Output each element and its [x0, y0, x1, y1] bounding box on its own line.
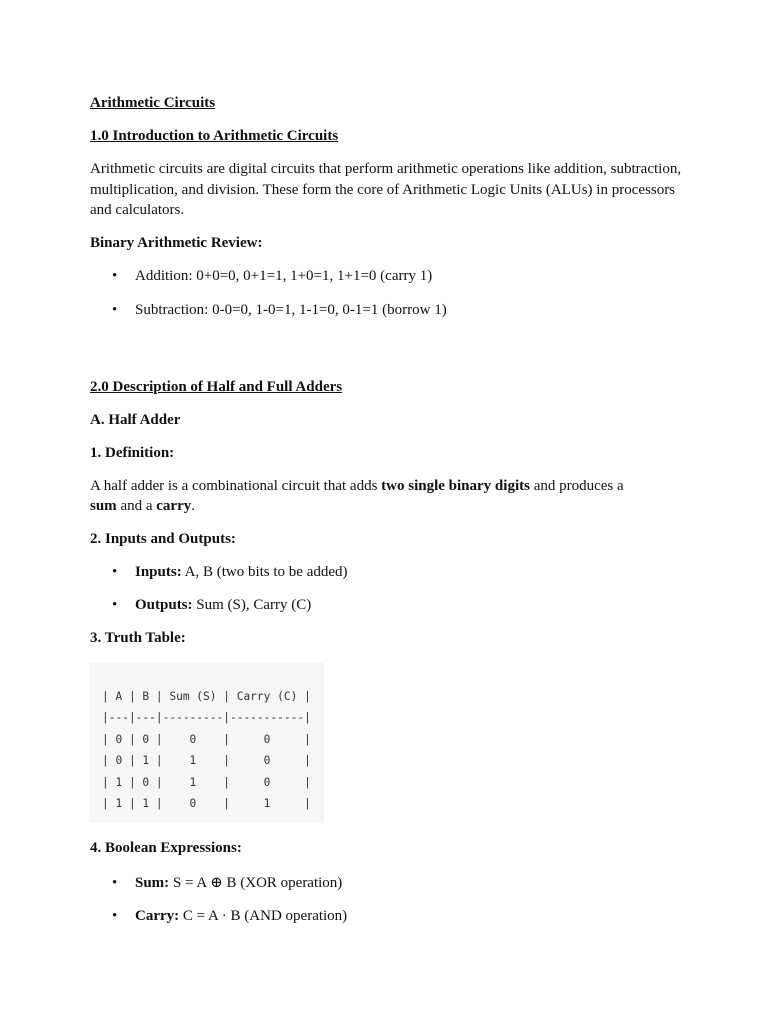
carry-expression: C = A · B (AND operation) — [179, 907, 348, 924]
list-item — [90, 300, 690, 320]
review-item-addition: Addition: 0+0=0, 0+1=1, 1+0=1, 1+1=0 (carry 1) — [135, 267, 433, 284]
bullet-icon: • — [112, 301, 118, 318]
outputs-text: Sum (S), Carry (C) — [192, 596, 312, 613]
bullet-icon: • — [112, 907, 118, 924]
truth-table-row: | 0 | 0 | 0 | 0 | — [102, 732, 311, 746]
truth-table-header-row: | A | B | Sum (S) | Carry (C) | — [102, 689, 311, 703]
list-item — [90, 266, 690, 286]
list-item — [90, 906, 690, 926]
carry-label: Carry: — [135, 907, 180, 924]
binary-review-heading: Binary Arithmetic Review: — [90, 234, 263, 251]
half-adder-heading: A. Half Adder — [90, 411, 181, 428]
inputs-outputs-heading: 2. Inputs and Outputs: — [90, 530, 236, 547]
truth-table-row: | 1 | 1 | 0 | 1 | — [102, 797, 311, 810]
definition-text: and produces a — [529, 477, 624, 494]
definition-text: . — [191, 498, 195, 514]
section-1-heading: 1.0 Introduction to Arithmetic Circuits — [90, 128, 339, 144]
truth-table-code-block — [90, 663, 324, 823]
binary-review-list — [90, 266, 690, 320]
boolean-expressions-heading: 4. Boolean Expressions: — [90, 839, 242, 856]
sum-expression: S = A ⊕ B (XOR operation) — [169, 874, 343, 891]
definition-paragraph — [90, 476, 630, 517]
bullet-icon: • — [112, 874, 118, 891]
definition-text: A half adder is a combinational circuit that adds — [90, 477, 382, 494]
document-page — [90, 93, 690, 926]
truth-table-row: | 1 | 0 | 1 | 0 | — [102, 775, 311, 789]
review-item-subtraction: Subtraction: 0-0=0, 1-0=1, 1-1=0, 0-1=1 (borrow 1) — [135, 301, 447, 318]
bullet-icon: • — [112, 563, 118, 580]
definition-emphasis: carry — [156, 498, 192, 514]
list-item — [90, 595, 690, 615]
section-2-heading: 2.0 Description of Half and Full Adders — [90, 378, 343, 395]
definition-emphasis: sum — [90, 498, 117, 514]
section-1-paragraph: Arithmetic circuits are digital circuits that perform arithmetic operations like addition, subtraction, multiplication, and division. These form the core of Arithmetic Logic Units (ALUs) in processors and calculators. — [90, 161, 682, 218]
inputs-label: Inputs: — [135, 563, 182, 580]
document-title: Arithmetic Circuits — [90, 95, 216, 111]
bullet-icon: • — [112, 596, 118, 613]
list-item — [90, 873, 690, 893]
outputs-label: Outputs: — [135, 596, 193, 613]
truth-table-separator: |---|---|---------|-----------| — [102, 711, 311, 724]
definition-emphasis: two single binary digits — [381, 477, 530, 494]
definition-text: and a — [116, 498, 157, 514]
list-item — [90, 562, 690, 582]
sum-label: Sum: — [135, 874, 170, 891]
inputs-outputs-list — [90, 562, 690, 615]
inputs-text: A, B (two bits to be added) — [181, 563, 348, 580]
truth-table-heading: 3. Truth Table: — [90, 629, 186, 646]
truth-table-row: | 0 | 1 | 1 | 0 | — [102, 754, 311, 767]
bullet-icon: • — [112, 267, 118, 284]
definition-heading: 1. Definition: — [90, 444, 175, 461]
boolean-expressions-list — [90, 873, 690, 926]
